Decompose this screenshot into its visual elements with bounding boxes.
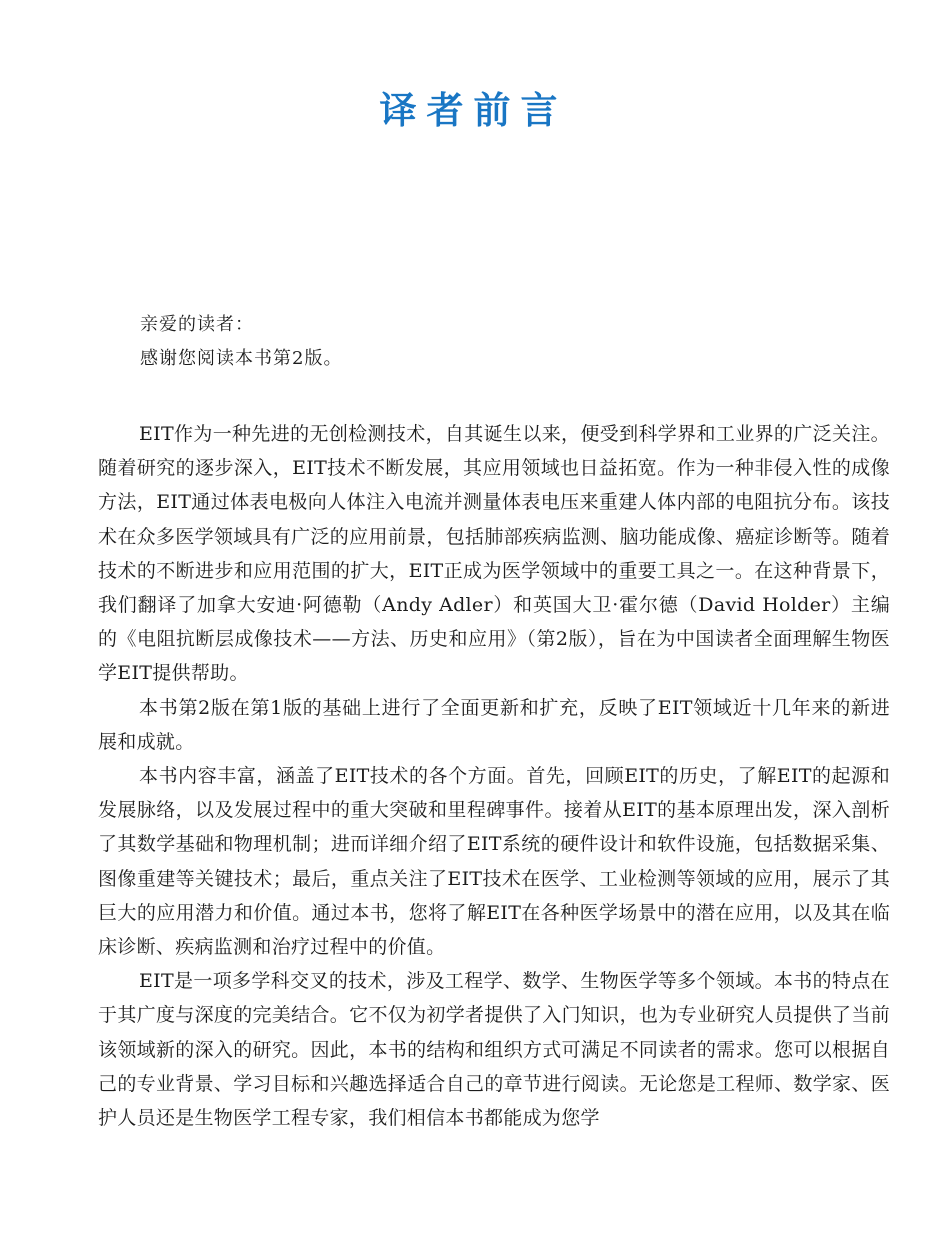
paragraph: 本书第2版在第1版的基础上进行了全面更新和扩充，反映了EIT领域近十几年来的新进展和成就。: [98, 696, 890, 753]
salutation: 亲爱的读者：: [140, 314, 254, 335]
thanks-line: 感谢您阅读本书第2版。: [140, 348, 343, 369]
page-title: 译者前言: [379, 89, 568, 132]
paragraph: EIT是一项多学科交叉的技术，涉及工程学、数学、生物医学等多个领域。本书的特点在于其广度与深度的完美结合。它不仅为初学者提供了入门知识，也为专业研究人员提供了当前该领域新的深入的研究。因此，本书的结构和组织方式可满足不同读者的需求。您可以根据自己的专业背景、学习目标和兴趣选择适合自己的章节进行阅读。无论您是工程师、数学家、医护人员还是生物医学工程专家，我们相信本书都能成为您学: [98, 970, 890, 1130]
body-text: [98, 417, 890, 1135]
paragraph: 本书内容丰富，涵盖了EIT技术的各个方面。首先，回顾EIT的历史，了解EIT的起源和发展脉络，以及发展过程中的重大突破和里程碑事件。接着从EIT的基本原理出发，深入剖析了其数学基础和物理机制；进而详细介绍了EIT系统的硬件设计和软件设施，包括数据采集、图像重建等关键技术；最后，重点关注了EIT技术在医学、工业检测等领域的应用，展示了其巨大的应用潜力和价值。通过本书，您将了解EIT在各种医学场景中的潜在应用，以及其在临床诊断、疾病监测和治疗过程中的价值。: [98, 765, 890, 959]
greeting-block: [140, 308, 840, 376]
paragraph: EIT作为一种先进的无创检测技术，自其诞生以来，便受到科学界和工业界的广泛关注。随着研究的逐步深入，EIT技术不断发展，其应用领域也日益拓宽。作为一种非侵入性的成像方法，EIT通过体表电极向人体注入电流并测量体表电压来重建人体内部的电阻抗分布。该技术在众多医学领域具有广泛的应用前景，包括肺部疾病监测、脑功能成像、癌症诊断等。随着技术的不断进步和应用范围的扩大，EIT正成为医学领域中的重要工具之一。在这种背景下，我们翻译了加拿大安迪·阿德勒（Andy Adler）和英国大卫·霍尔德（David Holder）主编的《电阻抗断层成像技术——方法、历史和应用》（第2版），旨在为中国读者全面理解生物医学EIT提供帮助。: [98, 423, 890, 685]
